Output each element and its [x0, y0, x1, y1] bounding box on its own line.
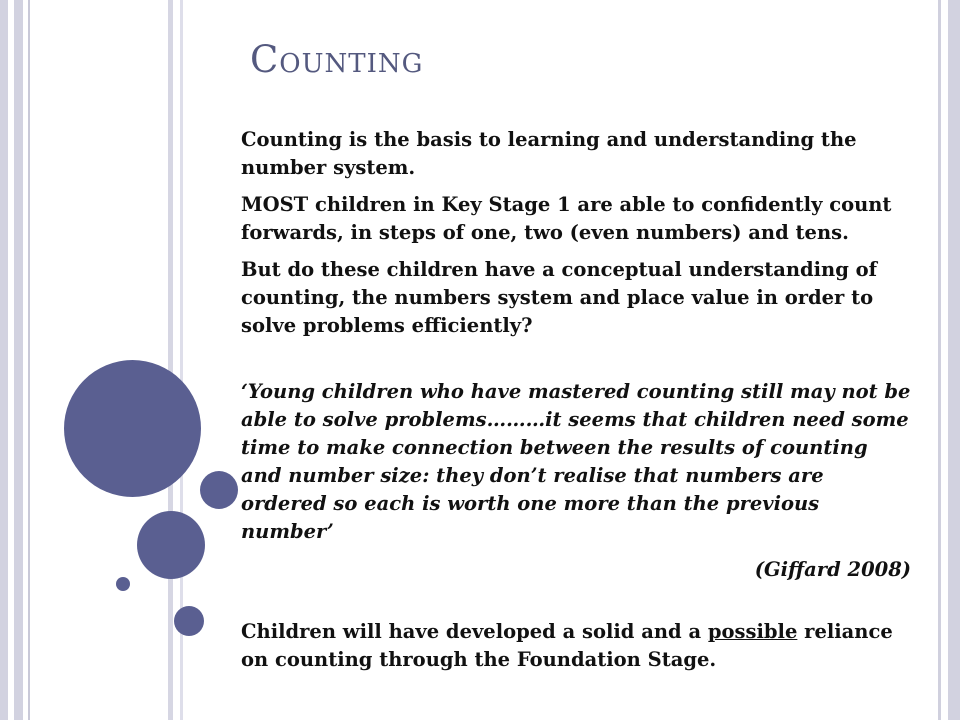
- paragraph-key-stage: MOST children in Key Stage 1 are able to confidently count forwards, in steps of one, two (even numbers) and tens.: [241, 193, 892, 244]
- slide-body: [241, 126, 911, 674]
- left-stripe: [0, 0, 8, 720]
- left-stripe-thin: [28, 0, 30, 720]
- decorative-circle-small: [200, 471, 238, 509]
- paragraph-intro: Counting is the basis to learning and understanding the number system.: [241, 128, 857, 179]
- left-stripe: [14, 0, 23, 720]
- paragraph-foundation-end: reliance on counting through the Foundation Stage.: [241, 620, 893, 671]
- paragraph-question: But do these children have a conceptual understanding of counting, the numbers system and place value in order to solve problems efficiently?: [241, 258, 878, 337]
- decorative-circle-tiny: [116, 577, 130, 591]
- quote-text: ‘Young children who have mastered counting still may not be able to solve problems………it seems that children need some time to make connection between the results of counting and number size: they don’t realise that numbers are ordered so each is worth one more than the previous number’: [241, 380, 911, 543]
- slide-title: Counting: [250, 38, 424, 81]
- underlined-word: possible: [707, 620, 798, 643]
- right-stripe: [948, 0, 960, 720]
- quote-citation: (Giffard 2008): [754, 558, 911, 581]
- decorative-circle-medium: [137, 511, 205, 579]
- right-stripe-thin: [938, 0, 941, 720]
- decorative-circle-large: [64, 360, 201, 497]
- divider-stripe: [168, 0, 173, 720]
- paragraph-foundation: [241, 618, 911, 674]
- decorative-circle-lower: [174, 606, 204, 636]
- paragraph-foundation-start: Children will have developed a solid and a: [241, 620, 708, 643]
